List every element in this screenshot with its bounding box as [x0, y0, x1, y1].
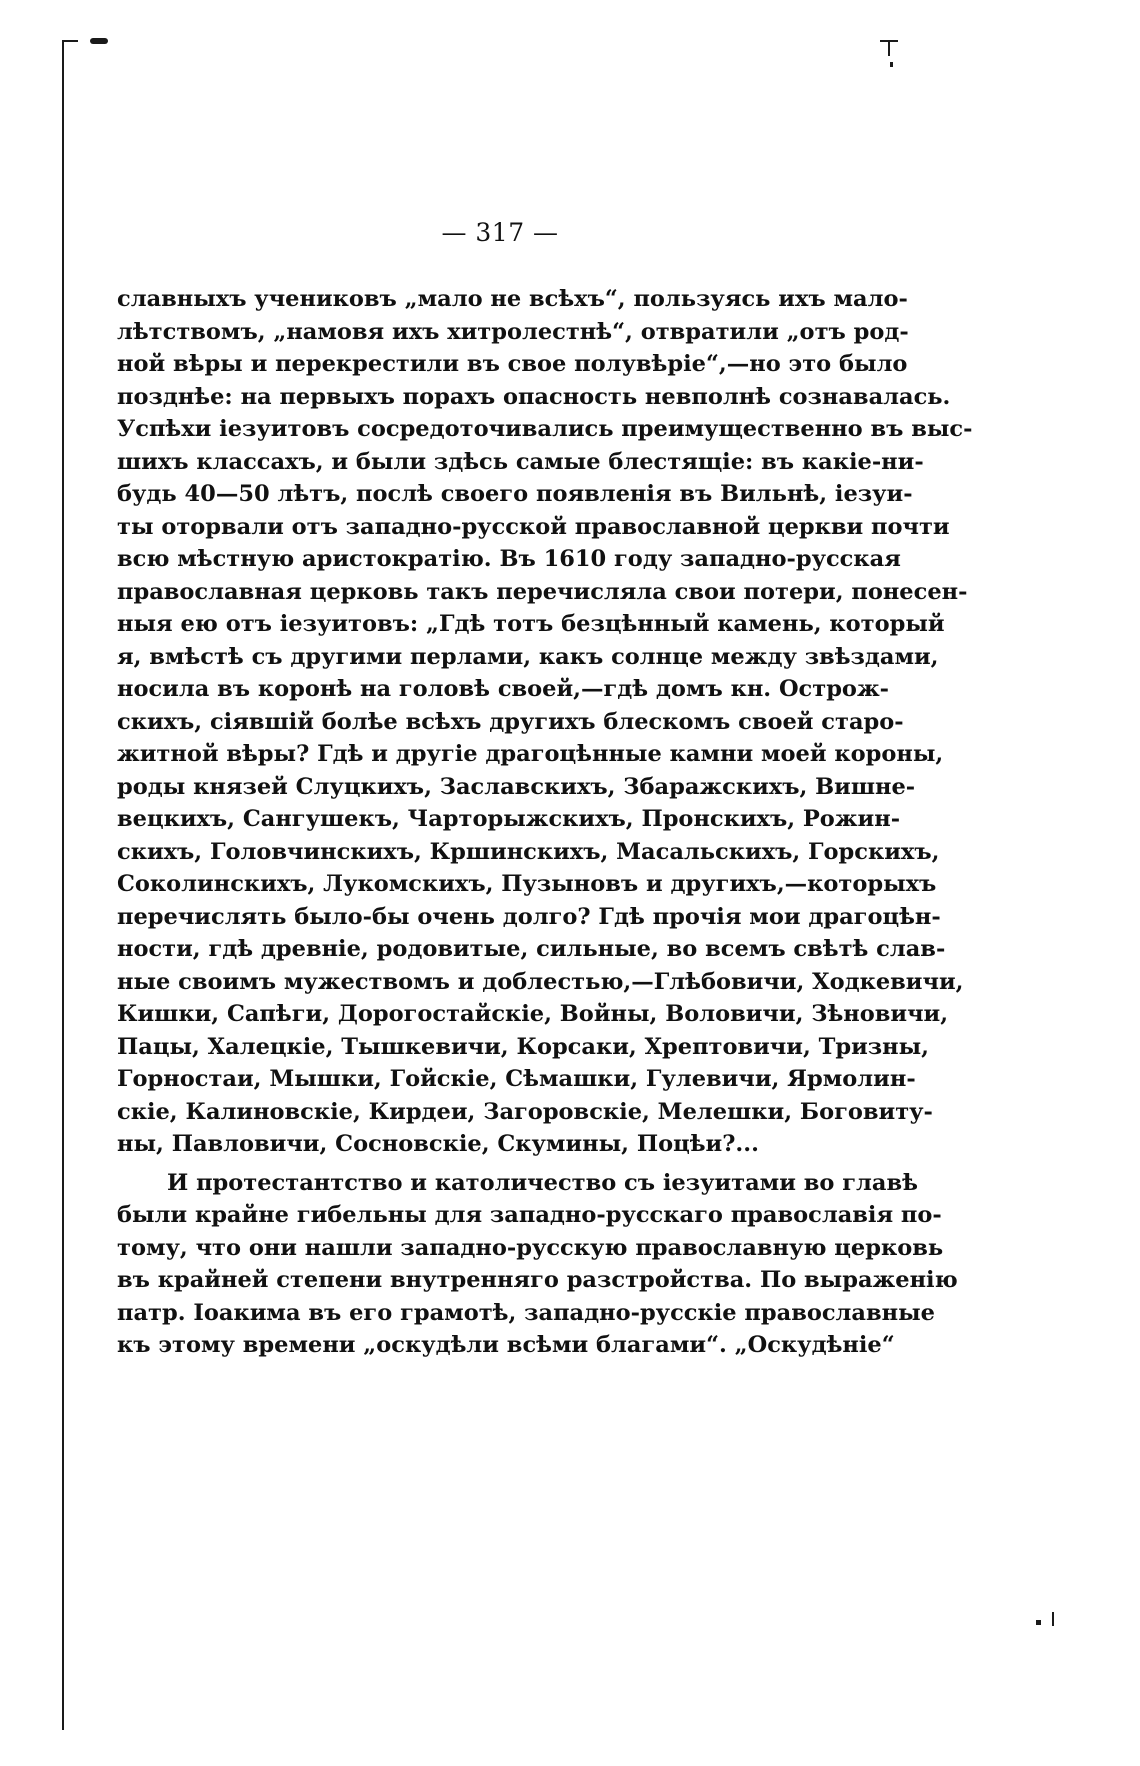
- text-line: носила въ коронѣ на головѣ своей,—гдѣ домъ кн. Острож-: [117, 676, 889, 702]
- text-line: скихъ, сіявшій болѣе всѣхъ другихъ блескомъ своей старо-: [117, 708, 904, 735]
- text-line: позднѣе: на первыхъ порахъ опасность невполнѣ сознавалась.: [117, 383, 951, 410]
- text-line: шихъ классахъ, и были здѣсь самые блестящіе: въ какіе-ни-: [117, 448, 924, 475]
- text-line: Соколинскихъ, Лукомскихъ, Пузыновъ и другихъ,—которыхъ: [117, 871, 937, 897]
- text-line: роды князей Слуцкихъ, Заславскихъ, Збаражскихъ, Вишне-: [117, 773, 916, 800]
- text-line: православная церковь такъ перечисляла свои потери, понесен-: [117, 578, 968, 605]
- text-line: Кишки, Сапѣги, Дорогостайскіе, Войны, Воловичи, Зѣновичи,: [117, 1001, 949, 1027]
- text-line: лѣтствомъ, „намовя ихъ хитролестнѣ“, отвратили „отъ род-: [117, 318, 909, 345]
- text-line: Пацы, Халецкіе, Тышкевичи, Корсаки, Хрептовичи, Тризны,: [117, 1033, 930, 1060]
- text-line: были крайне гибельны для западно-русскаго православія по-: [117, 1202, 942, 1228]
- text-line: скіе, Калиновскіе, Кирдеи, Загоровскіе, Мелешки, Боговиту-: [117, 1098, 933, 1125]
- text-line: Успѣхи іезуитовъ сосредоточивались преимущественно въ выс-: [117, 416, 973, 442]
- text-line: ны, Павловичи, Сосновскіе, Скумины, Поцѣи?...: [117, 1131, 759, 1157]
- text-line: патр. Іоакима въ его грамотѣ, западно-русскіе православные: [117, 1299, 935, 1326]
- text-line: ности, гдѣ древніе, родовитые, сильные, во всемъ свѣтѣ слав-: [117, 936, 946, 962]
- text-line: славныхъ учениковъ „мало не всѣхъ“, пользуясь ихъ мало-: [117, 286, 908, 312]
- text-line: къ этому времени „оскудѣли всѣми благами“. „Оскудѣніе“: [117, 1332, 895, 1358]
- text-line: И протестантство и католичество съ іезуитами во главѣ: [167, 1169, 918, 1196]
- text-line: будь 40—50 лѣтъ, послѣ своего появленія въ Вильнѣ, іезуи-: [117, 481, 913, 507]
- text-line: ные своимъ мужествомъ и доблестью,—Глѣбовичи, Ходкевичи,: [117, 968, 964, 995]
- text-line: житной вѣры? Гдѣ и другіе драгоцѣнные камни моей короны,: [117, 741, 944, 767]
- text-line: ныя ею отъ іезуитовъ: „Гдѣ тотъ безцѣнный камень, который: [117, 611, 945, 637]
- crop-mark-top-left: [62, 40, 122, 46]
- text-line: перечислять было-бы очень долго? Гдѣ прочія мои драгоцѣн-: [117, 903, 941, 930]
- body-text: [117, 283, 973, 1362]
- crop-mark-bottom-right: [1036, 1612, 1066, 1630]
- text-line: ной вѣры и перекрестили въ свое полувѣріе“,—но это было: [117, 351, 908, 377]
- text-line: ты оторвали отъ западно-русской православной церкви почти: [117, 513, 950, 540]
- text-line: я, вмѣстѣ съ другими перлами, какъ солнце между звѣздами,: [117, 643, 939, 670]
- text-line: скихъ, Головчинскихъ, Кршинскихъ, Масальскихъ, Горскихъ,: [117, 838, 940, 865]
- page-number: — 317 —: [441, 218, 559, 247]
- text-line: всю мѣстную аристократію. Въ 1610 году западно-русская: [117, 546, 901, 572]
- scan-edge-line: [62, 40, 64, 1730]
- text-line: въ крайней степени внутренняго разстройства. По выраженію: [117, 1267, 958, 1293]
- text-line: вецкихъ, Сангушекъ, Чарторыжскихъ, Пронскихъ, Рожин-: [117, 806, 901, 832]
- text-line: Горностаи, Мышки, Гойскіе, Сѣмашки, Гулевичи, Ярмолин-: [117, 1066, 916, 1092]
- text-line: тому, что они нашли западно-русскую православную церковь: [117, 1234, 944, 1261]
- crop-mark-top-right: [880, 40, 900, 70]
